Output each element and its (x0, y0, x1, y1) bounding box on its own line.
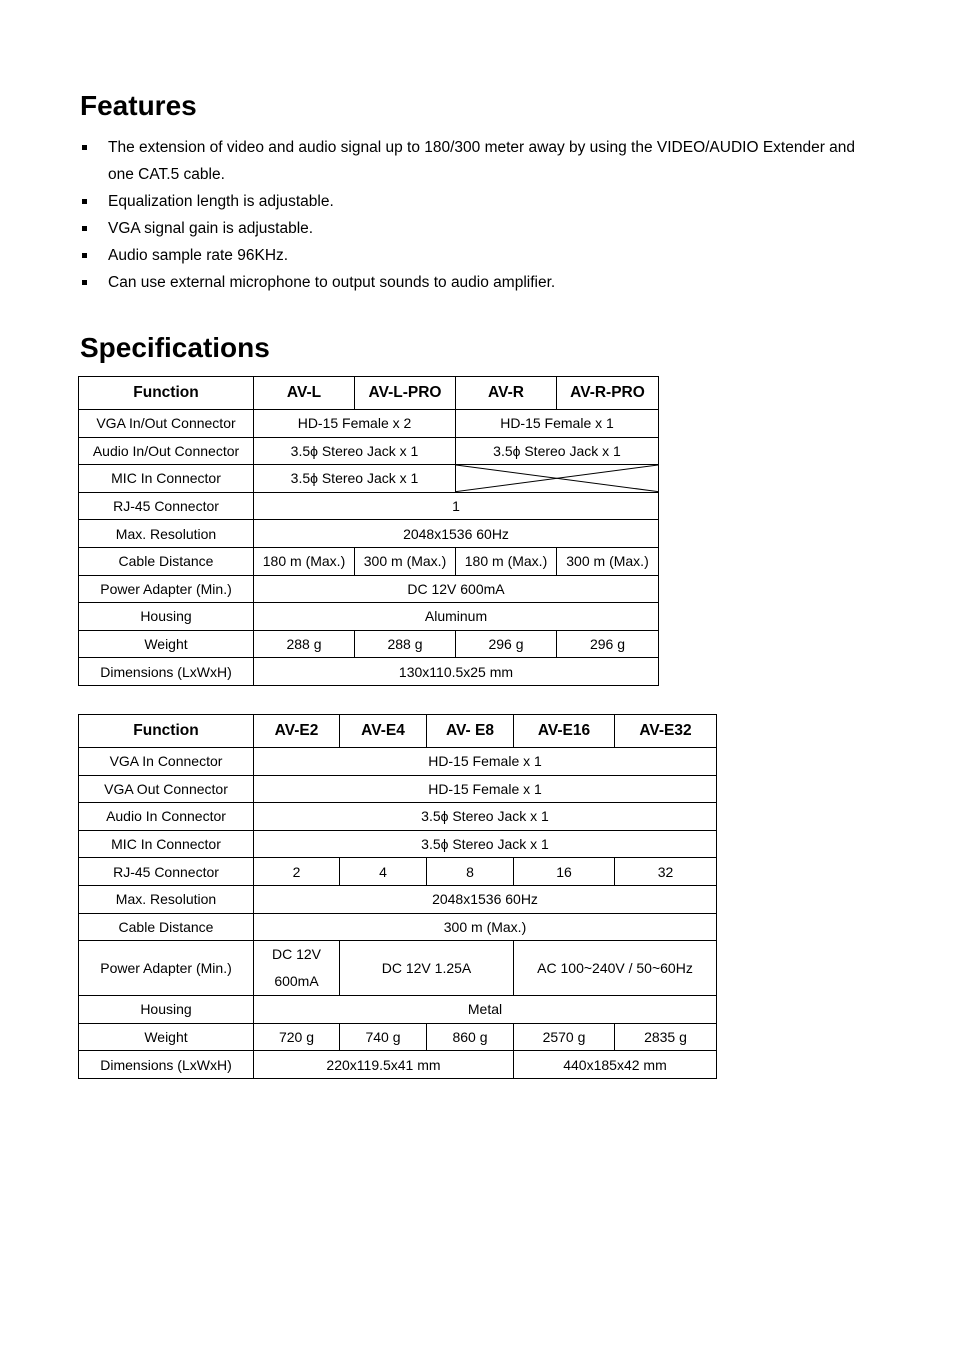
table-cell: 300 m (Max.) (254, 913, 717, 941)
row-label: VGA In/Out Connector (79, 410, 254, 438)
table-cell: HD-15 Female x 1 (254, 748, 717, 776)
bullet-icon (82, 145, 87, 150)
table-cell: Metal (254, 996, 717, 1024)
table-row (79, 885, 717, 913)
table-cell: 720 g (254, 1023, 340, 1051)
table-cell: 860 g (427, 1023, 514, 1051)
power-e2-line2: 600mA (274, 973, 319, 990)
row-label: Dimensions (LxWxH) (79, 1051, 254, 1079)
row-label: Power Adapter (Min.) (79, 575, 254, 603)
table-row (79, 492, 659, 520)
spec-table-av-e-series (78, 714, 717, 1079)
row-label: Max. Resolution (79, 885, 254, 913)
table-cell: 32 (615, 858, 717, 886)
table-row (79, 830, 717, 858)
row-label: RJ-45 Connector (79, 858, 254, 886)
table-row (79, 520, 659, 548)
table-cell: 300 m (Max.) (557, 547, 659, 575)
table-row (79, 437, 659, 465)
table-row (79, 1051, 717, 1079)
table-cell: 3.5ϕ Stereo Jack x 1 (254, 830, 717, 858)
table-header-row (79, 715, 717, 748)
list-item: VGA signal gain is adjustable. (80, 215, 880, 242)
not-applicable-cell (456, 465, 659, 493)
table-cell: 2 (254, 858, 340, 886)
table-cell: DC 12V 1.25A (340, 941, 514, 996)
header-cell: AV-E4 (340, 715, 427, 748)
features-list (80, 134, 880, 296)
row-label: Audio In Connector (79, 803, 254, 831)
table-cell: 220x119.5x41 mm (254, 1051, 514, 1079)
table-cell: 296 g (557, 630, 659, 658)
table-cell: AC 100~240V / 50~60Hz (514, 941, 717, 996)
table-cell: 2835 g (615, 1023, 717, 1051)
table-row (79, 803, 717, 831)
bullet-icon (82, 280, 87, 285)
table-row (79, 775, 717, 803)
table-cell: 8 (427, 858, 514, 886)
row-label: RJ-45 Connector (79, 492, 254, 520)
table-cell: 4 (340, 858, 427, 886)
table-cell: 440x185x42 mm (514, 1051, 717, 1079)
bullet-icon (82, 253, 87, 258)
table-cell: 2048x1536 60Hz (254, 520, 659, 548)
table-cell: DC 12V 600mA (254, 575, 659, 603)
row-label: VGA In Connector (79, 748, 254, 776)
spec-table-av-series (78, 376, 659, 686)
list-item: Audio sample rate 96KHz. (80, 242, 880, 269)
bullet-icon (82, 226, 87, 231)
table-row (79, 658, 659, 686)
features-heading: Features (80, 90, 197, 121)
table-cell (254, 941, 340, 996)
table-cell: 130x110.5x25 mm (254, 658, 659, 686)
table-row (79, 858, 717, 886)
header-cell: Function (79, 377, 254, 410)
table-cell: Aluminum (254, 603, 659, 631)
row-label: Audio In/Out Connector (79, 437, 254, 465)
cross-out-icon (456, 465, 658, 492)
power-e2-line1: DC 12V (271, 946, 322, 963)
table-row (79, 547, 659, 575)
table-cell: HD-15 Female x 1 (456, 410, 659, 438)
table-cell: 3.5ϕ Stereo Jack x 1 (254, 803, 717, 831)
row-label: MIC In Connector (79, 465, 254, 493)
table-cell: 296 g (456, 630, 557, 658)
specifications-heading: Specifications (80, 332, 270, 363)
header-cell: Function (79, 715, 254, 748)
header-cell: AV-L-PRO (355, 377, 456, 410)
row-label: Cable Distance (79, 547, 254, 575)
table-row (79, 748, 717, 776)
table-cell: 288 g (254, 630, 355, 658)
list-item: The extension of video and audio signal up to 180/300 meter away by using the VIDEO/AUDIO Extender and one CAT.5 cable. (80, 134, 880, 188)
table-cell: 180 m (Max.) (456, 547, 557, 575)
table-row (79, 465, 659, 493)
table-cell: 180 m (Max.) (254, 547, 355, 575)
header-cell: AV-E32 (615, 715, 717, 748)
table-cell: 2048x1536 60Hz (254, 885, 717, 913)
header-cell: AV-R (456, 377, 557, 410)
row-label: Housing (79, 996, 254, 1024)
table-cell: HD-15 Female x 1 (254, 775, 717, 803)
bullet-icon (82, 199, 87, 204)
table-row (79, 410, 659, 438)
table-cell: 3.5ϕ Stereo Jack x 1 (456, 437, 659, 465)
table-cell: 300 m (Max.) (355, 547, 456, 575)
table-row (79, 575, 659, 603)
list-item: Equalization length is adjustable. (80, 188, 880, 215)
table-cell: HD-15 Female x 2 (254, 410, 456, 438)
row-label: Housing (79, 603, 254, 631)
header-cell: AV- E8 (427, 715, 514, 748)
table-row (79, 913, 717, 941)
table-cell: 288 g (355, 630, 456, 658)
table-cell: 3.5ϕ Stereo Jack x 1 (254, 437, 456, 465)
table-row (79, 630, 659, 658)
header-cell: AV-R-PRO (557, 377, 659, 410)
row-label: Dimensions (LxWxH) (79, 658, 254, 686)
header-cell: AV-L (254, 377, 355, 410)
table-cell: 2570 g (514, 1023, 615, 1051)
table-row (79, 603, 659, 631)
row-label: VGA Out Connector (79, 775, 254, 803)
row-label: MIC In Connector (79, 830, 254, 858)
table-cell: 16 (514, 858, 615, 886)
table-cell: 3.5ϕ Stereo Jack x 1 (254, 465, 456, 493)
row-label: Weight (79, 630, 254, 658)
row-label: Weight (79, 1023, 254, 1051)
row-label: Max. Resolution (79, 520, 254, 548)
table-row (79, 941, 717, 996)
header-cell: AV-E2 (254, 715, 340, 748)
table-row (79, 1023, 717, 1051)
table-cell: 740 g (340, 1023, 427, 1051)
list-item: Can use external microphone to output sounds to audio amplifier. (80, 269, 880, 296)
table-row (79, 996, 717, 1024)
header-cell: AV-E16 (514, 715, 615, 748)
table-header-row (79, 377, 659, 410)
row-label: Cable Distance (79, 913, 254, 941)
table-cell: 1 (254, 492, 659, 520)
row-label: Power Adapter (Min.) (79, 941, 254, 996)
